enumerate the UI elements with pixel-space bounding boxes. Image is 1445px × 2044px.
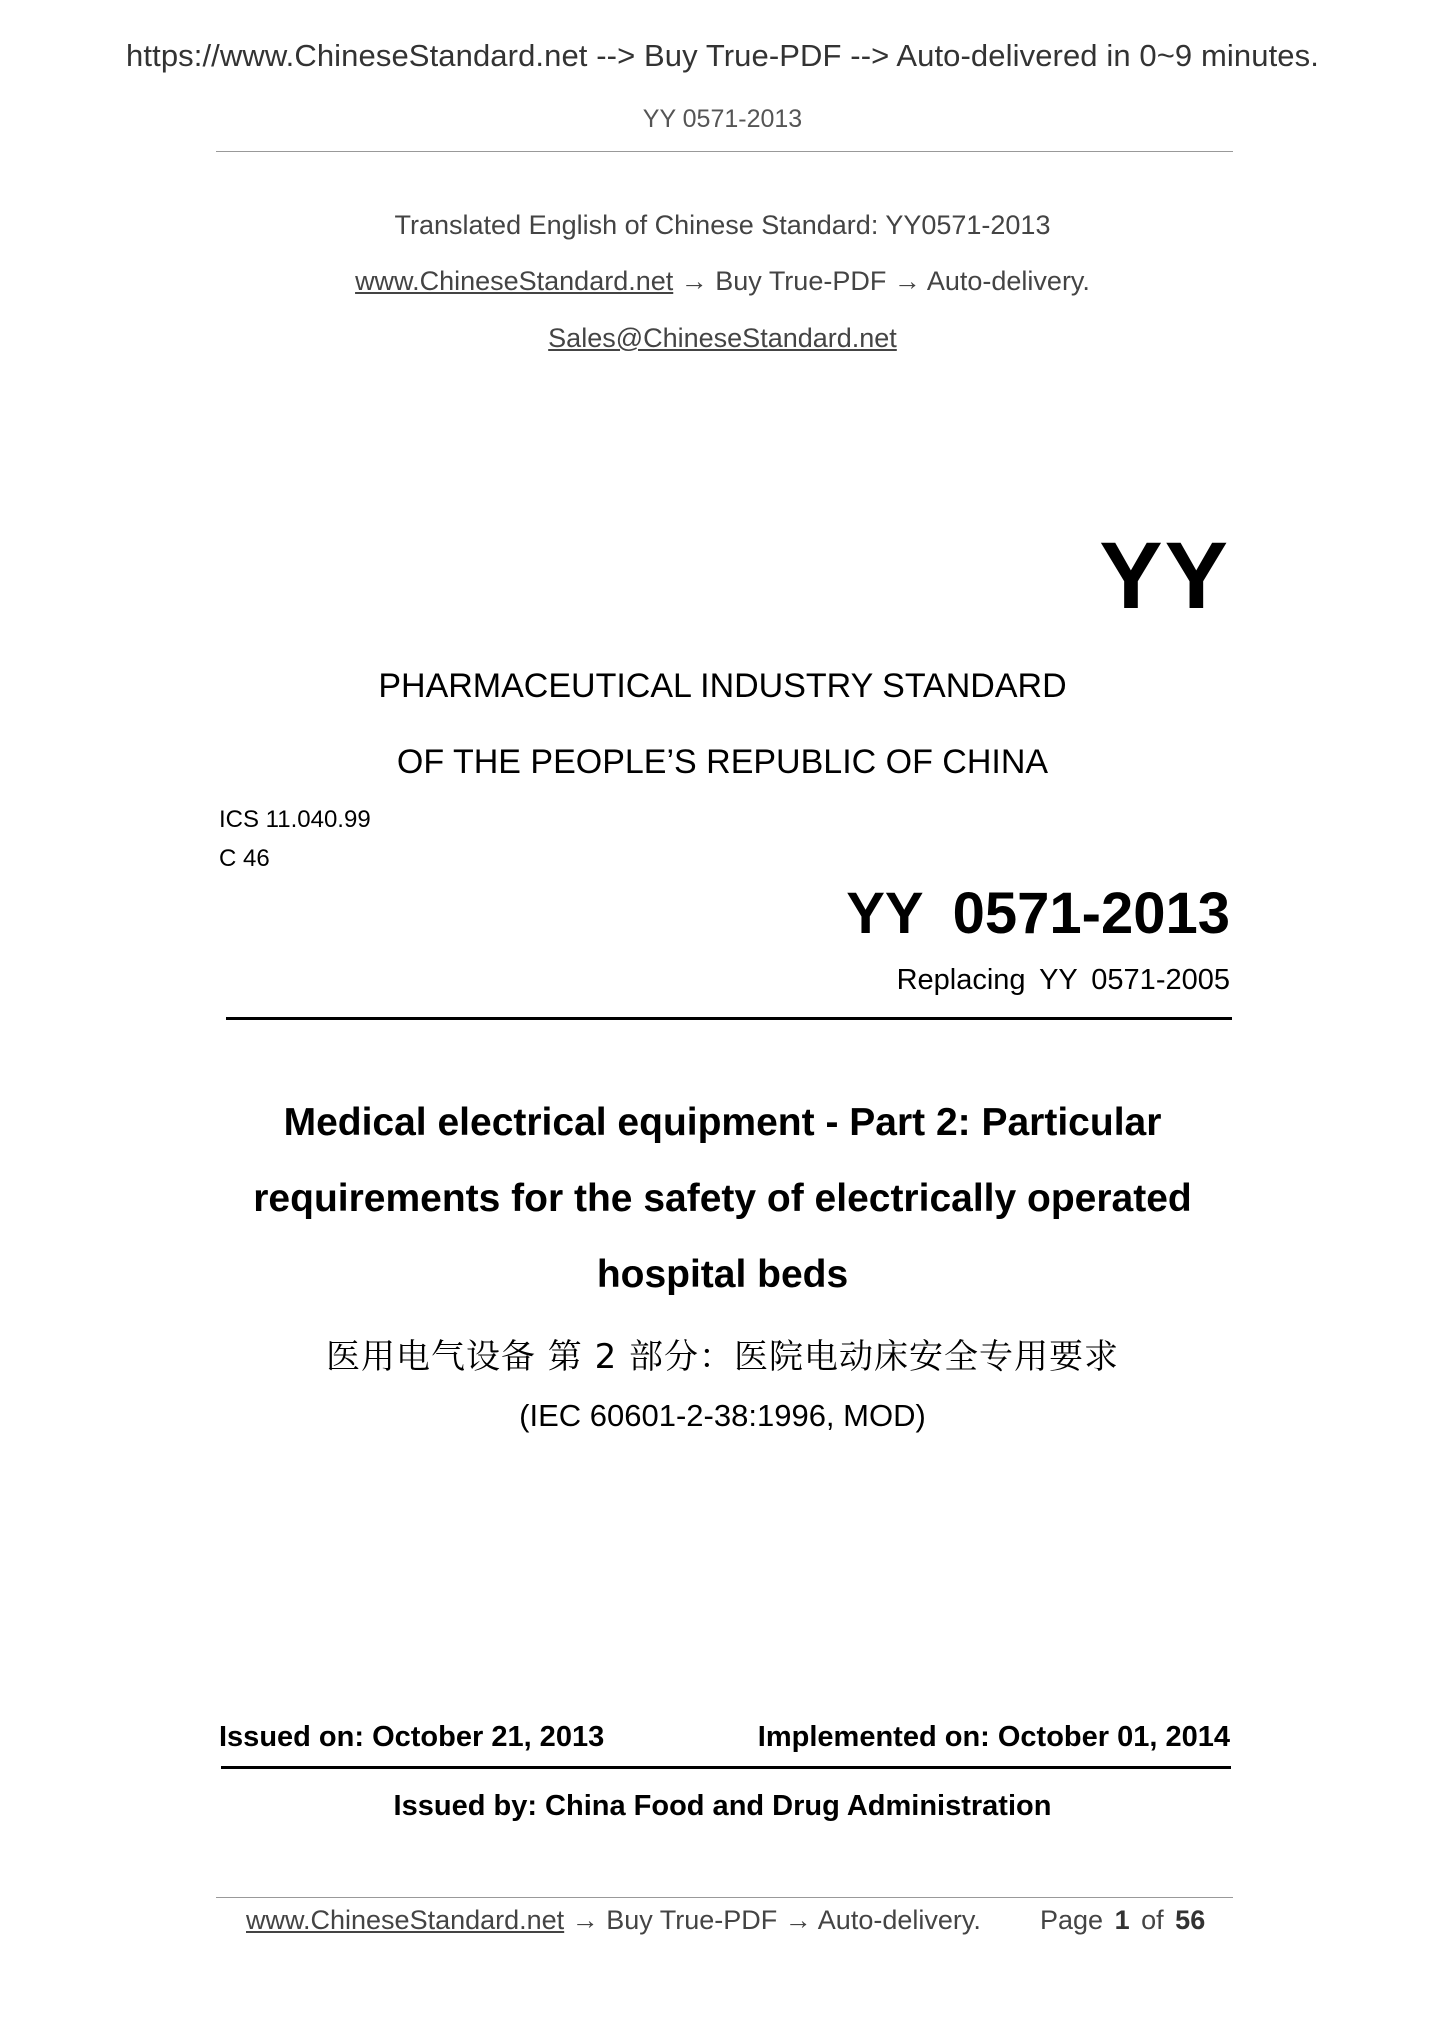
arrow-icon: → — [680, 266, 708, 296]
sales-email-link[interactable]: Sales@ChineseStandard.net — [548, 323, 897, 353]
header-divider — [216, 151, 1233, 152]
arrow-icon: → — [893, 266, 921, 296]
sales-line — [0, 323, 1445, 354]
document-title-line2: requirements for the safety of electrically operated — [253, 1177, 1192, 1220]
translated-note: Translated English of Chinese Standard: YY0571-2013 — [394, 210, 1051, 240]
title-divider — [226, 1017, 1232, 1020]
footer-buy-text: Buy True-PDF — [606, 1905, 778, 1935]
buy-text: Buy True-PDF — [715, 266, 887, 296]
document-title-line3: hospital beds — [596, 1253, 849, 1296]
page-indicator — [1040, 1905, 1205, 1936]
standard-type-line2: OF THE PEOPLE’S REPUBLIC OF CHINA — [396, 743, 1049, 781]
promo-line — [0, 266, 1445, 297]
page-number: 1 — [1114, 1905, 1130, 1935]
ccs-code: C 46 — [219, 845, 270, 872]
footer-divider — [216, 1897, 1233, 1898]
site-link[interactable]: www.ChineseStandard.net — [355, 266, 674, 296]
top-banner[interactable]: https://www.ChineseStandard.net --> Buy True-PDF --> Auto-delivered in 0~9 minutes. — [126, 38, 1319, 73]
arrow-icon: → — [784, 1905, 812, 1935]
issuing-authority: Issued by: China Food and Drug Administration — [393, 1790, 1052, 1822]
standard-type-line1: PHARMACEUTICAL INDUSTRY STANDARD — [378, 667, 1067, 705]
footer-delivery-text: Auto-delivery. — [817, 1905, 981, 1935]
of-label: of — [1141, 1905, 1164, 1935]
standard-category-code: YY — [1099, 523, 1230, 629]
issued-on-date: Issued on: October 21, 2013 — [219, 1721, 605, 1753]
footer-site-link[interactable]: www.ChineseStandard.net — [246, 1905, 565, 1935]
standard-number: YY 0571-2013 — [846, 881, 1230, 946]
ics-code: ICS 11.040.99 — [219, 806, 371, 833]
page-total: 56 — [1175, 1905, 1206, 1935]
issue-divider — [221, 1766, 1231, 1769]
delivery-text: Auto-delivery. — [926, 266, 1090, 296]
header-standard-code: YY 0571-2013 — [642, 105, 803, 133]
document-title-chinese: 医用电气设备 第 2 部分：医院电动床安全专用要求 — [325, 1337, 1120, 1377]
implemented-on-date: Implemented on: October 01, 2014 — [757, 1721, 1230, 1753]
footer-promo — [246, 1905, 981, 1936]
iec-reference: (IEC 60601-2-38:1996, MOD) — [519, 1398, 926, 1433]
page-label: Page — [1040, 1905, 1104, 1935]
document-title-line1: Medical electrical equipment - Part 2: Particular — [283, 1101, 1162, 1144]
replacing-note: Replacing YY 0571-2005 — [896, 964, 1230, 996]
arrow-icon: → — [571, 1905, 599, 1935]
